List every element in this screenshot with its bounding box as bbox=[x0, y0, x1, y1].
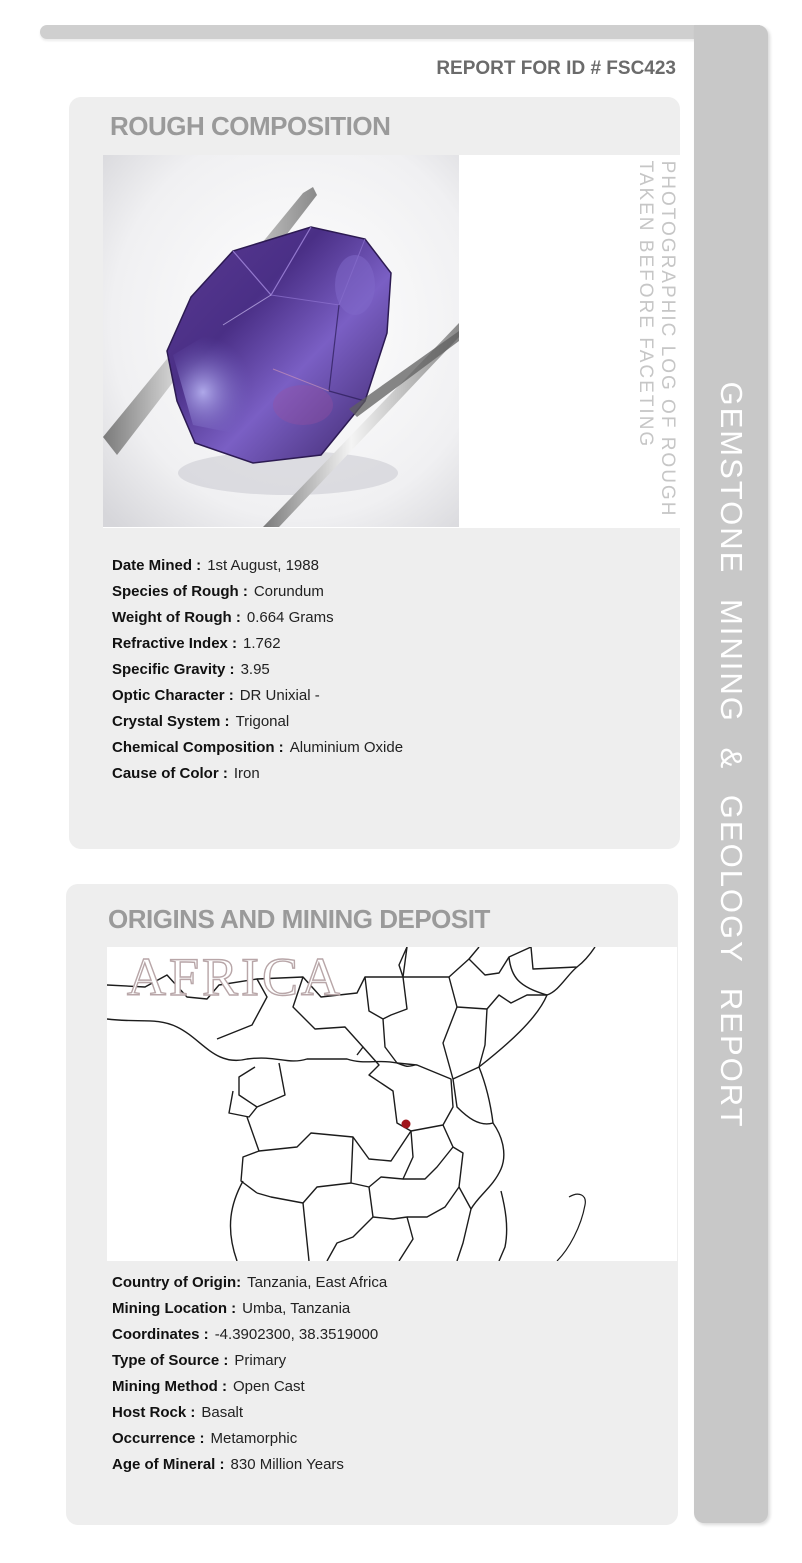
detail-label: Optic Character : bbox=[112, 687, 234, 704]
detail-label: Type of Source : bbox=[112, 1352, 229, 1369]
detail-label: Weight of Rough : bbox=[112, 609, 241, 626]
detail-value: DR Unixial - bbox=[239, 687, 320, 704]
detail-row bbox=[112, 553, 403, 579]
africa-map bbox=[107, 947, 677, 1261]
detail-row bbox=[112, 1322, 387, 1348]
detail-row bbox=[112, 1270, 387, 1296]
detail-label: Chemical Composition : bbox=[112, 739, 284, 756]
detail-row bbox=[112, 631, 403, 657]
detail-label: Occurrence : bbox=[112, 1430, 205, 1447]
origins-title: ORIGINS AND MINING DEPOSIT bbox=[108, 904, 490, 934]
detail-label: Host Rock : bbox=[112, 1404, 196, 1421]
detail-label: Species of Rough : bbox=[112, 583, 248, 600]
photo-caption-line-1: PHOTOGRAPHIC LOG OF ROUGH bbox=[657, 160, 678, 518]
detail-label: Country of Origin: bbox=[112, 1274, 242, 1291]
detail-value: Iron bbox=[233, 765, 260, 782]
detail-value: 1st August, 1988 bbox=[207, 557, 319, 574]
detail-label: Cause of Color : bbox=[112, 765, 228, 782]
detail-label: Crystal System : bbox=[112, 713, 230, 730]
rough-details-list bbox=[112, 553, 403, 787]
detail-value: Aluminium Oxide bbox=[289, 739, 404, 756]
detail-value: Open Cast bbox=[232, 1378, 305, 1395]
detail-row bbox=[112, 657, 403, 683]
detail-value: Umba, Tanzania bbox=[242, 1300, 351, 1317]
detail-label: Coordinates : bbox=[112, 1326, 209, 1343]
detail-row bbox=[112, 735, 403, 761]
photo-caption bbox=[632, 160, 680, 518]
detail-row bbox=[112, 709, 403, 735]
detail-row bbox=[112, 1374, 387, 1400]
gemstone-photo bbox=[103, 155, 459, 527]
detail-label: Specific Gravity : bbox=[112, 661, 235, 678]
detail-value: Metamorphic bbox=[210, 1430, 298, 1447]
detail-value: 1.762 bbox=[243, 635, 281, 652]
detail-row bbox=[112, 1296, 387, 1322]
detail-value: Corundum bbox=[253, 583, 324, 600]
detail-value: Primary bbox=[234, 1352, 287, 1369]
report-id: REPORT FOR ID # FSC423 bbox=[436, 58, 676, 79]
detail-label: Mining Location : bbox=[112, 1300, 237, 1317]
detail-row bbox=[112, 1348, 387, 1374]
map-africa-label: AFRICA bbox=[127, 947, 344, 1007]
detail-label: Refractive Index : bbox=[112, 635, 238, 652]
detail-value: -4.3902300, 38.3519000 bbox=[214, 1326, 379, 1343]
rough-composition-title: ROUGH COMPOSITION bbox=[110, 111, 391, 141]
detail-value: Basalt bbox=[201, 1404, 244, 1421]
detail-row bbox=[112, 683, 403, 709]
detail-row bbox=[112, 1452, 387, 1478]
detail-row bbox=[112, 1426, 387, 1452]
detail-value: 830 Million Years bbox=[230, 1456, 344, 1473]
detail-row bbox=[112, 605, 403, 631]
detail-label: Date Mined : bbox=[112, 557, 202, 574]
detail-row bbox=[112, 579, 403, 605]
side-title: GEMSTONE MINING & GEOLOGY REPORT bbox=[714, 381, 749, 1129]
detail-label: Mining Method : bbox=[112, 1378, 227, 1395]
detail-row bbox=[112, 761, 403, 787]
detail-value: 0.664 Grams bbox=[246, 609, 334, 626]
photo-caption-line-2: TAKEN BEFORE FACETING bbox=[635, 160, 656, 449]
top-bar bbox=[40, 25, 760, 39]
detail-value: 3.95 bbox=[240, 661, 270, 678]
detail-value: Trigonal bbox=[235, 713, 290, 730]
mining-location-marker bbox=[402, 1120, 411, 1129]
detail-label: Age of Mineral : bbox=[112, 1456, 225, 1473]
origin-details-list bbox=[112, 1270, 387, 1478]
detail-value: Tanzania, East Africa bbox=[247, 1274, 388, 1291]
detail-row bbox=[112, 1400, 387, 1426]
